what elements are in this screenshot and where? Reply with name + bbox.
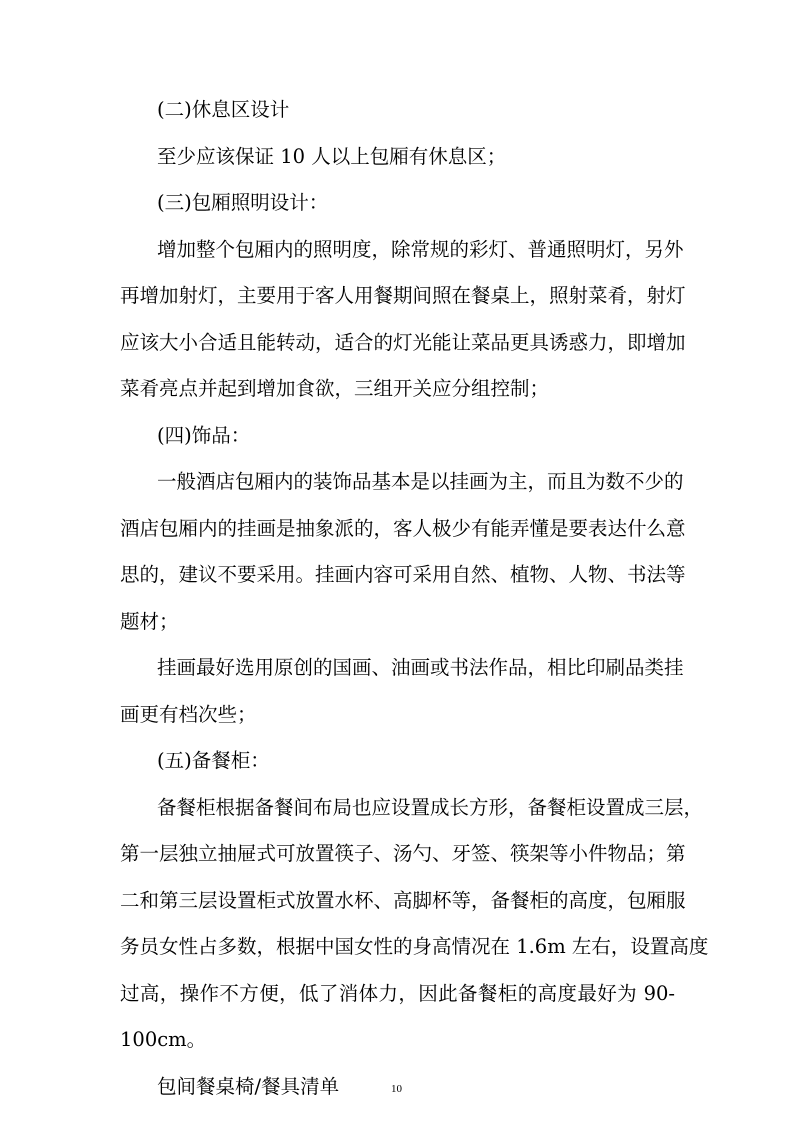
- paragraph-line: 应该大小合适且能转动，适合的灯光能让菜品更具诱惑力，即增加: [120, 330, 686, 354]
- paragraph-line: 增加整个包厢内的照明度，除常规的彩灯、普通照明灯，另外: [157, 237, 684, 261]
- paragraph-line: 过高，操作不方便，低了消体力，因此备餐柜的高度最好为 90-: [120, 981, 675, 1005]
- heading-rest-area-design: (二)休息区设计: [157, 98, 290, 121]
- paragraph-line: 再增加射灯，主要用于客人用餐期间照在餐桌上，照射菜肴，射灯: [120, 284, 686, 307]
- page-number: 10: [391, 1083, 402, 1095]
- document-body: [120, 92, 709, 1115]
- paragraph-line: 备餐柜根据备餐间布局也应设置成长方形，备餐柜设置成三层，: [157, 795, 704, 819]
- paragraph-line: 至少应该保证 10 人以上包厢有休息区；: [157, 144, 507, 168]
- paragraph-line: 二和第三层设置柜式放置水杯、高脚杯等，备餐柜的高度，包厢服: [120, 888, 686, 912]
- paragraph-line: 题材；: [120, 609, 179, 633]
- paragraph-line: 第一层独立抽屉式可放置筷子、汤勺、牙签、筷架等小件物品；第: [120, 842, 686, 865]
- paragraph-line: 挂画最好选用原创的国画、油画或书法作品，相比印刷品类挂: [157, 656, 684, 679]
- heading-lighting-design: (三)包厢照明设计：: [157, 191, 329, 214]
- paragraph-line: 务员女性占多数，根据中国女性的身高情况在 1.6m 左右，设置高度: [120, 935, 709, 958]
- heading-decorations: (四)饰品：: [157, 423, 251, 447]
- paragraph-line: 思的，建议不要采用。挂画内容可采用自然、植物、人物、书法等: [120, 563, 686, 586]
- paragraph-line: 菜肴亮点并起到增加食欲，三组开关应分组控制；: [120, 377, 550, 400]
- heading-tableware-list: 包间餐桌椅/餐具清单: [157, 1074, 340, 1098]
- paragraph-line: 一般酒店包厢内的装饰品基本是以挂画为主，而且为数不少的: [157, 470, 684, 493]
- paragraph-line: 100cm。: [120, 1028, 207, 1051]
- heading-sideboard: (五)备餐柜：: [157, 749, 270, 772]
- paragraph-line: 画更有档次些；: [120, 702, 257, 726]
- paragraph-line: 酒店包厢内的挂画是抽象派的，客人极少有能弄懂是要表达什么意: [120, 516, 686, 540]
